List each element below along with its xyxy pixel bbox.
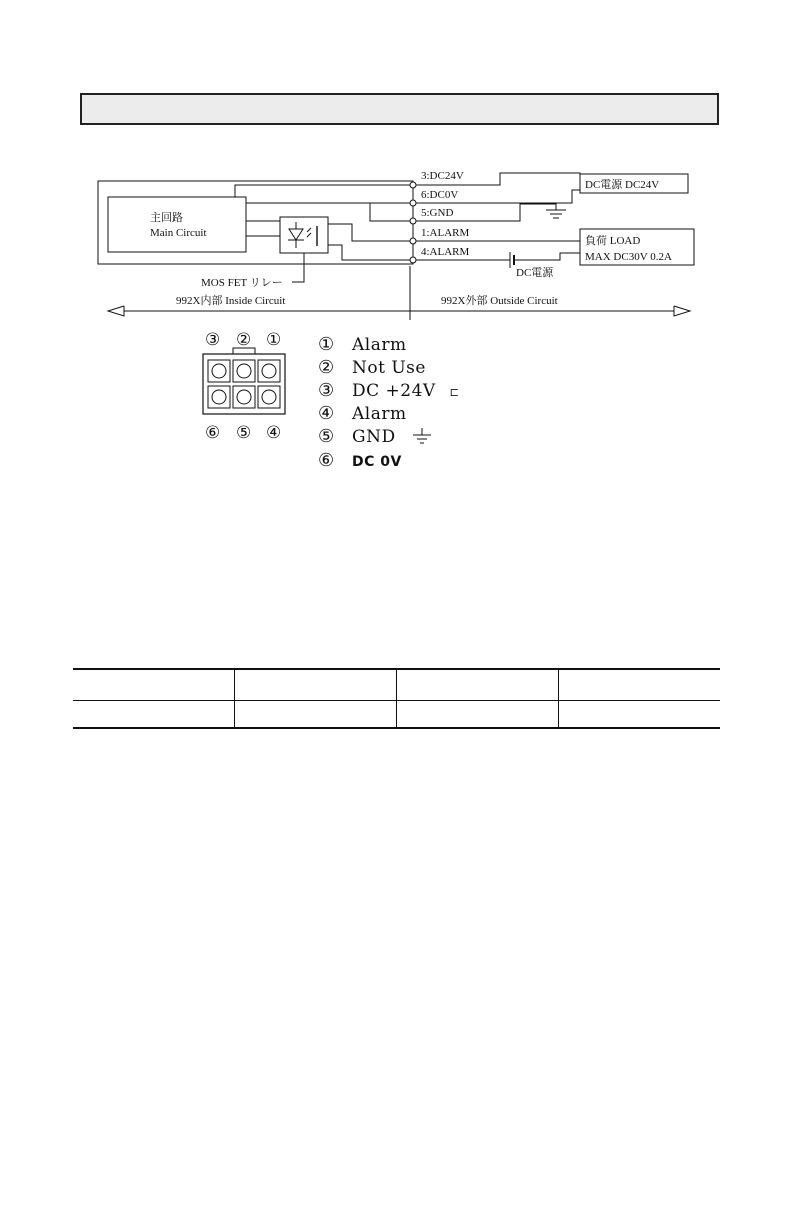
table-cell — [235, 701, 397, 729]
legend-num: ⑥ — [318, 450, 335, 471]
legend-row-2 — [318, 357, 426, 378]
ground-icon — [410, 427, 434, 445]
table-cell — [235, 669, 397, 701]
internal-wiring — [235, 185, 413, 260]
legend-text: DC 0V — [352, 454, 402, 470]
main-circuit-box — [108, 197, 246, 252]
boundary-arrow — [108, 306, 690, 316]
legend-row-1 — [318, 334, 407, 355]
legend-text: Alarm — [352, 404, 407, 424]
legend-row-6 — [318, 450, 402, 471]
legend-row-4 — [318, 403, 407, 424]
connector-bottom-number-4: ④ — [266, 423, 282, 442]
main-circuit-label-en: Main Circuit — [150, 227, 207, 239]
connector-top-number-3: ③ — [205, 330, 221, 349]
table-cell — [558, 669, 720, 701]
photo-arrows-icon — [307, 228, 311, 237]
connector-bottom-number-5: ⑤ — [236, 423, 252, 442]
legend-num: ① — [318, 334, 335, 355]
legend-num: ④ — [318, 403, 335, 424]
legend-row-5 — [318, 426, 434, 447]
dc-mark-icon: ⊏ — [449, 386, 460, 399]
led-icon — [288, 222, 304, 248]
relay-box — [280, 217, 328, 253]
inside-circuit-label: 992X内部 Inside Circuit — [176, 295, 286, 307]
outside-circuit-label: 992X外部 Outside Circuit — [441, 295, 558, 307]
dc-source-label: DC電源 — [516, 267, 554, 279]
terminal-label-1: 3:DC24V — [421, 170, 464, 182]
relay-pointer — [292, 253, 304, 282]
load-rating: MAX DC30V 0.2A — [585, 251, 672, 263]
connector-top-number-2: ② — [236, 330, 252, 349]
table-row — [73, 701, 720, 729]
legend-num: ⑤ — [318, 426, 335, 447]
power-supply-label: DC電源 DC24V — [585, 179, 660, 191]
legend-text: GND — [352, 427, 396, 447]
relay-label: MOS FET リレー — [201, 277, 283, 289]
legend-num: ③ — [318, 380, 335, 401]
table-cell — [397, 701, 559, 729]
terminal-label-4: 1:ALARM — [421, 227, 470, 239]
connector-bottom-number-6: ⑥ — [205, 423, 221, 442]
terminal-label-2: 6:DC0V — [421, 189, 459, 201]
legend-text: Not Use — [352, 358, 426, 378]
legend-row-3 — [318, 380, 459, 401]
legend-num: ② — [318, 357, 335, 378]
ground-symbol — [546, 210, 566, 218]
table-cell — [397, 669, 559, 701]
load-label: 負荷 LOAD — [585, 235, 641, 247]
table-cell — [558, 701, 720, 729]
legend-text: Alarm — [352, 335, 407, 355]
section-title-box — [80, 93, 719, 125]
dc-source-battery — [510, 252, 514, 268]
table-cell — [73, 701, 235, 729]
main-circuit-label-jp: 主回路 — [150, 212, 183, 224]
terminal-label-3: 5:GND — [421, 207, 454, 219]
connector-top-number-1: ① — [266, 330, 282, 349]
terminal-label-5: 4:ALARM — [421, 246, 470, 258]
legend-text: DC +24V — [352, 381, 436, 401]
table-cell — [73, 669, 235, 701]
spec-table — [73, 668, 720, 729]
table-row — [73, 669, 720, 701]
